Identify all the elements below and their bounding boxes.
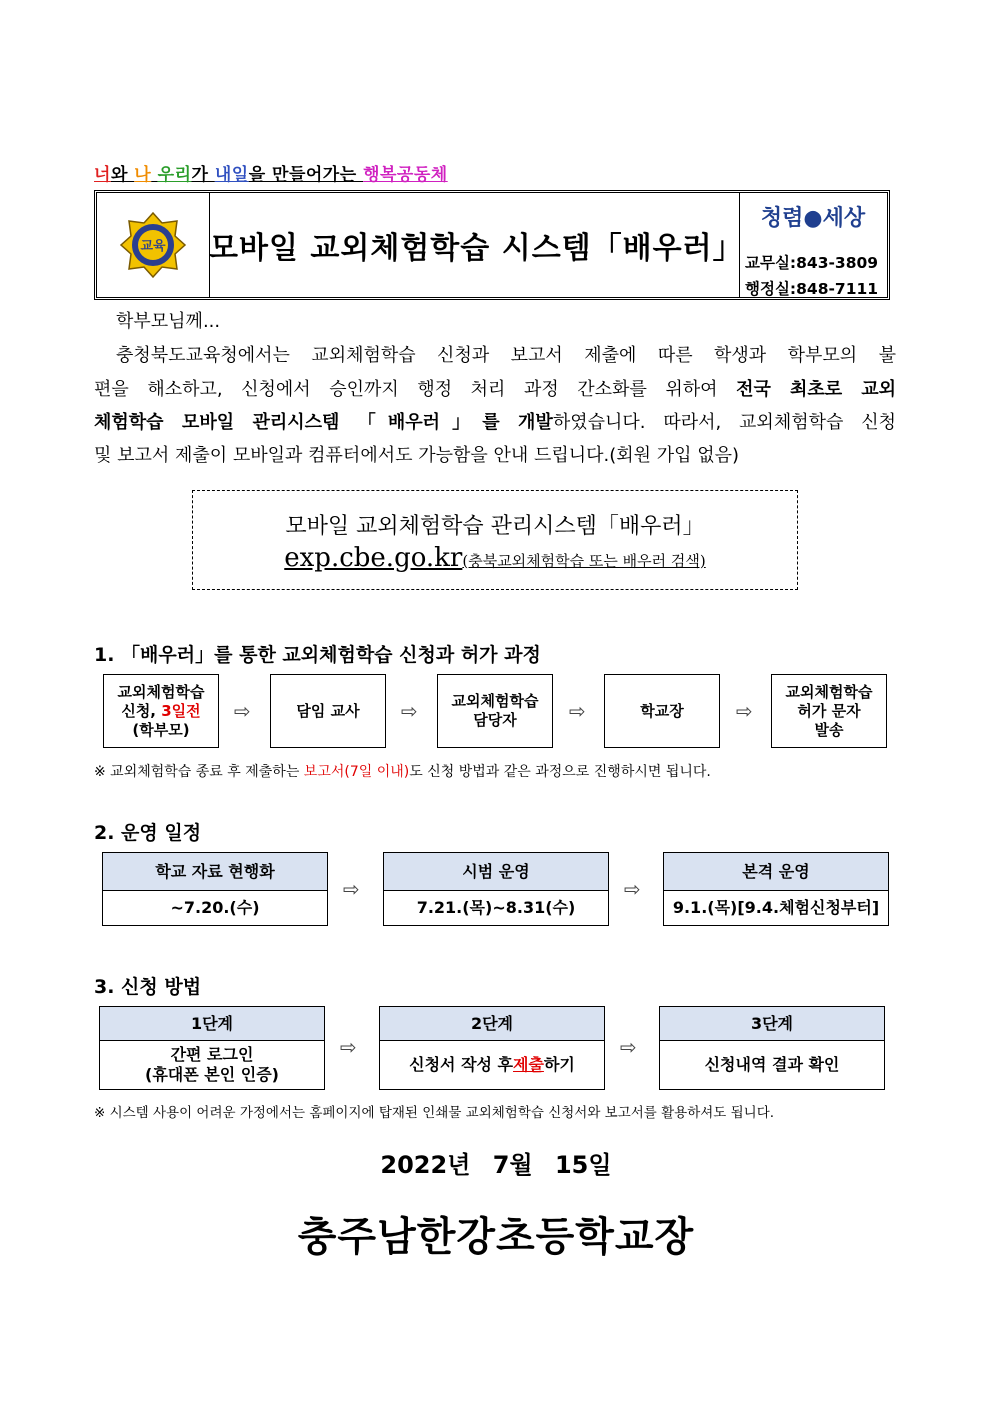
phase-period: 9.1.(목)[9.4.체험신청부터] <box>672 898 880 917</box>
slogan-part: 을 만들어가는 <box>248 165 364 185</box>
method-step-desc <box>380 1041 604 1089</box>
right-arrow-icon: ⇨ <box>569 699 586 723</box>
schedule-phase-card <box>663 852 889 926</box>
phase-period: 7.21.(목)~8.31(수) <box>416 898 576 917</box>
schedule-phase-card <box>102 852 328 926</box>
footnote-text: ※ 교외체험학습 종료 후 제출하는 <box>94 764 304 780</box>
slogan-part: 내일 <box>214 165 249 185</box>
slogan-part: 와 <box>110 165 135 185</box>
flow-step-text: (학부모) <box>132 720 190 739</box>
report-footnote <box>94 761 711 781</box>
method-step-name: 1단계 <box>100 1007 324 1041</box>
phase-name: 학교 자료 현행화 <box>103 853 327 891</box>
right-arrow-icon: ⇨ <box>401 699 418 723</box>
intro-line: 충청북도교육청에서는 교외체험학습 신청과 보고서 제출에 따른 학생과 학부모의 불 <box>116 345 896 366</box>
flow-step-text: 허가 문자 <box>797 701 861 720</box>
deadline-highlight: 3일전 <box>161 701 201 720</box>
method-step-card <box>99 1006 325 1090</box>
intro-emphasis: 체험학습 모바일 관리시스템 「배우러」를 개발 <box>94 412 553 433</box>
intro-text: 하였습니다. 따라서, 교외체험학습 신청 <box>552 412 896 433</box>
section-heading-schedule: 2. 운영 일정 <box>94 822 202 844</box>
footnote-text: 도 신청 방법과 같은 과정으로 진행하시면 됩니다. <box>409 764 711 780</box>
flow-step-staff <box>437 674 553 748</box>
method-step-desc: 신청내역 결과 확인 <box>704 1055 840 1074</box>
flow-step-principal: 학교장 <box>604 674 720 748</box>
method-step-text: 하기 <box>543 1055 575 1074</box>
slogan-part: 나 <box>134 165 152 185</box>
flow-step-text: 교외체험학습 <box>785 682 873 701</box>
flow-step-approval-sms <box>771 674 887 748</box>
contact-cell <box>739 193 887 297</box>
method-step-name: 2단계 <box>380 1007 604 1041</box>
system-name: 모바일 교외체험학습 관리시스템「배우러」 <box>285 514 705 539</box>
flow-step-homeroom-teacher: 담임 교사 <box>270 674 386 748</box>
search-hint: (충북교외체험학습 또는 배우러 검색) <box>462 552 706 570</box>
emblem-text: 교육 <box>140 239 166 254</box>
integrity-campaign-logo: 청렴●세상 <box>760 205 866 231</box>
url-notice-box <box>192 490 798 590</box>
method-step-text: 신청서 작성 후 <box>409 1055 514 1074</box>
flow-step-text: 발송 <box>814 720 844 739</box>
schedule-phase-card <box>383 852 609 926</box>
method-step-text: 간편 로그인 <box>170 1045 254 1064</box>
intro-line <box>94 408 896 434</box>
intro-emphasis: 전국 최초로 교외 <box>736 379 896 400</box>
slogan-part: 행복공동체 <box>363 165 448 185</box>
submit-highlight: 제출 <box>513 1055 544 1074</box>
system-footnote: ※ 시스템 사용이 어려운 가정에서는 홈페이지에 탑재된 인쇄물 교외체험학습 신청서와 보고서를 활용하셔도 됩니다. <box>94 1105 775 1121</box>
flow-step-application <box>103 674 219 748</box>
phase-period: ~7.20.(수) <box>170 898 260 917</box>
office-phone: 교무실:843-3809 <box>745 254 879 272</box>
intro-line <box>94 375 896 401</box>
right-arrow-icon: ⇨ <box>343 877 360 901</box>
phase-name: 시범 운영 <box>384 853 608 891</box>
right-arrow-icon: ⇨ <box>340 1035 357 1059</box>
section-heading-process: 1. 「배우러」를 통한 교외체험학습 신청과 허가 과정 <box>94 644 541 666</box>
method-step-desc <box>100 1041 324 1089</box>
flow-step-text: 교외체험학습 <box>117 682 205 701</box>
intro-text: 편을 해소하고, 신청에서 승인까지 행정 처리 과정 간소화를 위하여 <box>94 379 737 400</box>
flow-step-text: 교외체험학습 <box>451 692 539 710</box>
flow-step-text: 신청, <box>121 701 162 720</box>
school-emblem-icon <box>117 209 189 281</box>
slogan <box>94 160 448 185</box>
report-deadline-highlight: 보고서(7일 이내) <box>303 764 410 780</box>
right-arrow-icon: ⇨ <box>234 699 251 723</box>
page-title: 모바일 교외체험학습 시스템「배우러」 <box>209 193 740 297</box>
document-date: 2022년 7월 15일 <box>380 1151 612 1179</box>
slogan-part: 우리 <box>157 165 192 185</box>
method-step-name: 3단계 <box>660 1007 884 1041</box>
system-url-link[interactable]: exp.cbe.go.kr <box>284 543 463 573</box>
signer-name: 충주남한강초등학교장 <box>297 1214 695 1260</box>
intro-line: 및 보고서 제출이 모바일과 컴퓨터에서도 가능함을 안내 드립니다.(회원 가입 없음) <box>94 445 740 466</box>
greeting: 학부모님께... <box>116 311 221 332</box>
admin-phone: 행정실:848-7111 <box>745 280 879 298</box>
url-line <box>193 543 797 573</box>
slogan-part: 너 <box>94 165 111 185</box>
slogan-part: 가 <box>191 165 215 185</box>
right-arrow-icon: ⇨ <box>624 877 641 901</box>
emblem-cell <box>97 193 210 297</box>
section-heading-method: 3. 신청 방법 <box>94 976 202 998</box>
method-step-text: (휴대폰 본인 인증) <box>145 1065 279 1084</box>
method-step-card <box>379 1006 605 1090</box>
flow-step-text: 담당자 <box>473 711 517 729</box>
right-arrow-icon: ⇨ <box>620 1035 637 1059</box>
right-arrow-icon: ⇨ <box>736 699 753 723</box>
flow-step-text <box>118 702 205 721</box>
method-step-card <box>659 1006 885 1090</box>
phase-name: 본격 운영 <box>664 853 888 891</box>
header-box <box>94 190 890 300</box>
